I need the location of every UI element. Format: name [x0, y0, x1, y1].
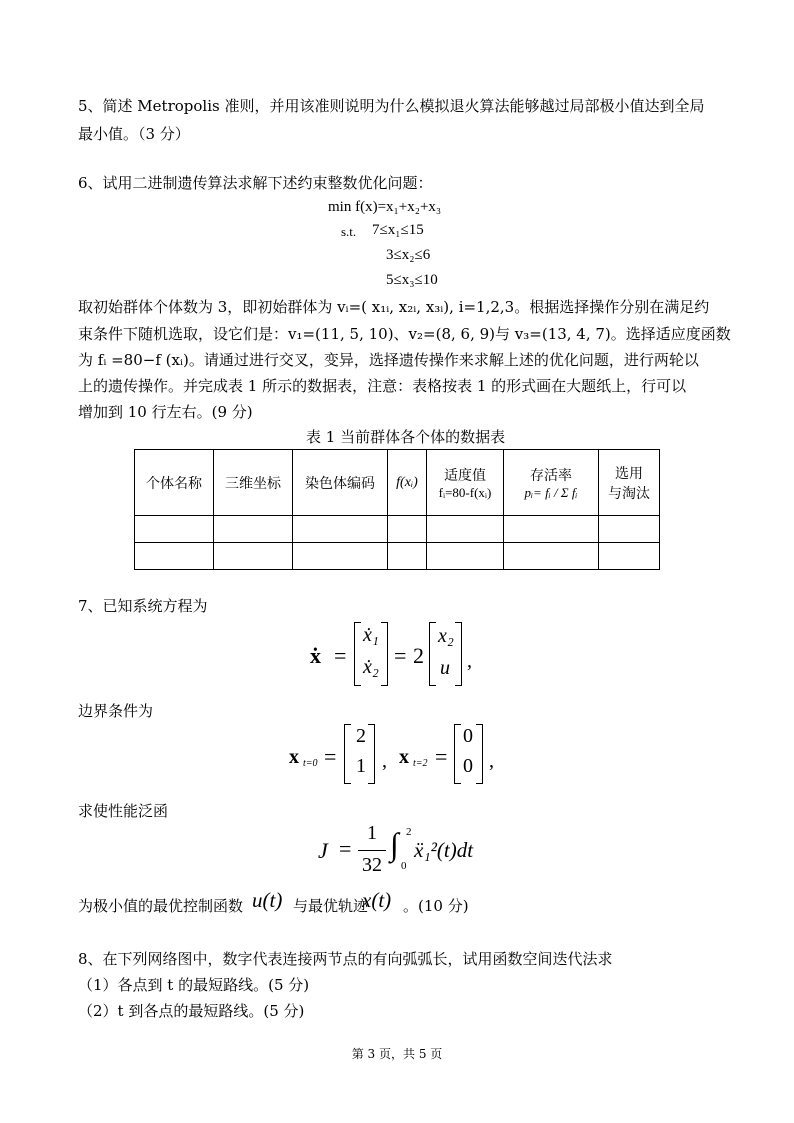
q8-intro: 8、在下列网络图中，数字代表连接两节点的有向弧弧长，试用函数空间迭代法求 [78, 950, 613, 968]
integrand: ẍ₁²(t)dt [414, 838, 474, 862]
header-fitness-formula: fᵢ=80-f(xᵢ) [438, 484, 492, 500]
header-f-xi: f(xᵢ) [388, 450, 427, 516]
q6-constraint-2: 3≤x₂≤6 [386, 247, 431, 263]
bc2-left-bracket [454, 724, 461, 784]
q7-intro: 7、已知系统方程为 [78, 597, 208, 615]
header-survival-title: 存活率 [530, 467, 572, 484]
bc-trailing-comma: , [489, 750, 494, 772]
table-cell [388, 543, 427, 570]
q7-boundary-label: 边界条件为 [78, 702, 154, 720]
q6-st-label: s.t. [341, 224, 357, 239]
bc1-row2: 1 [356, 755, 366, 777]
q7-functional-label: 求使性能泛函 [78, 802, 169, 820]
q5-line-1: 5、简述 Metropolis 准则，并用该准则说明为什么模拟退火算法能够越过局部极小值达到全局 [78, 97, 705, 115]
eq-trailing-comma: , [467, 650, 472, 672]
bc1-x: x [289, 746, 299, 768]
header-select [599, 450, 660, 516]
eq-vec2-row1: x₂ [438, 625, 454, 647]
q6-para-5: 增加到 10 行左右。(9 分) [78, 403, 253, 421]
data-table [134, 449, 660, 570]
page-footer: 第 3 页，共 5 页 [351, 1047, 443, 1061]
q8-item-1: （1）各点到 t 的最短路线。(5 分) [78, 976, 310, 994]
q6-para-1: 取初始群体个体数为 3，即初始群体为 vᵢ=( x₁ᵢ, x₂ᵢ, x₃ᵢ), i=1,2,3。根据选择操作分别在满足约 [78, 298, 710, 316]
bc1-subscript: t=0 [303, 758, 318, 769]
frac-numerator: 1 [367, 822, 377, 844]
header-individual-name: 个体名称 [135, 450, 214, 516]
bc1-left-bracket [344, 724, 351, 784]
table-caption: 表 1 当前群体各个体的数据表 [306, 428, 506, 446]
eq-vec1-row1: ẋ₁ [363, 624, 379, 646]
functional-equals: = [339, 836, 352, 861]
q6-para-4: 上的遗传操作。并完成表 1 所示的数据表，注意：表格按表 1 的形式画在大题纸上，行可以 [78, 377, 687, 395]
bc1-right-bracket [368, 724, 375, 784]
header-3d-coordinates: 三维坐标 [214, 450, 293, 516]
header-survival-formula: pᵢ= fᵢ / Σ fᵢ [524, 484, 578, 500]
table-cell [293, 516, 388, 543]
eq-vec1-right-bracket [381, 622, 388, 686]
eq-equals-2: = [394, 643, 407, 668]
table-cell [427, 543, 504, 570]
table-cell [214, 516, 293, 543]
integral-sign: ∫ [390, 826, 399, 862]
header-select-line1: 选用 [615, 465, 643, 482]
header-survival-rate [504, 450, 599, 516]
bc-separator-comma: , [382, 750, 387, 772]
table-header-row [135, 450, 660, 516]
table-row [135, 516, 660, 543]
eq-vec1-row2: ẋ₂ [363, 656, 379, 678]
bc2-row2: 0 [463, 755, 473, 777]
eq-vec2-right-bracket [455, 622, 462, 686]
bc1-equals: = [324, 744, 337, 769]
u-of-t: u(t) [252, 888, 283, 912]
x-of-t: x(t) [362, 888, 392, 912]
q7-tail-prefix: 为极小值的最优控制函数 [78, 897, 244, 915]
table-cell [214, 543, 293, 570]
q6-objective: min f(x)=x₁+x₂+x₃ [328, 199, 442, 215]
table-row [135, 543, 660, 570]
eq-vec2-row2: u [440, 657, 450, 679]
header-chromosome-code: 染色体编码 [293, 450, 388, 516]
eq-lhs-xdot: ẋ [310, 643, 321, 668]
bc2-subscript: t=2 [413, 758, 428, 769]
frac-bar [358, 850, 386, 851]
bc1-row1: 2 [356, 725, 366, 747]
table-cell [504, 543, 599, 570]
q7-tail-mid: 与最优轨迹 [293, 897, 369, 915]
eq-vec2-left-bracket [429, 622, 436, 686]
q7-tail-end: 。(10 分) [403, 897, 469, 915]
eq-vec1-left-bracket [354, 622, 361, 686]
q5-line-2: 最小值。（3 分） [78, 125, 190, 143]
q8-item-2: （2）t 到各点的最短路线。(5 分) [78, 1002, 305, 1020]
eq-equals-1: = [334, 643, 347, 668]
integral-upper-limit: 2 [406, 826, 412, 838]
table-cell [388, 516, 427, 543]
q6-para-3: 为 fᵢ =80−f (xᵢ)。请通过进行交叉，变异，选择遗传操作来求解上述的优化问题，进行两轮以 [78, 351, 699, 369]
q6-constraint-3: 5≤x₃≤10 [386, 272, 438, 288]
table-cell [135, 543, 214, 570]
functional-J: J [318, 838, 328, 863]
bc2-equals: = [435, 744, 448, 769]
table-cell [427, 516, 504, 543]
table-cell [504, 516, 599, 543]
integral-lower-limit: 0 [401, 860, 407, 872]
q6-constraint-1: 7≤x₁≤15 [372, 222, 424, 238]
bc2-right-bracket [476, 724, 483, 784]
table-cell [293, 543, 388, 570]
header-fitness-title: 适度值 [444, 467, 486, 484]
table-cell [599, 516, 660, 543]
eq-coefficient: 2 [413, 643, 424, 668]
q6-intro: 6、试用二进制遗传算法求解下述约束整数优化问题： [78, 174, 433, 192]
header-fitness [427, 450, 504, 516]
table-cell [599, 543, 660, 570]
bc2-x: x [399, 746, 409, 768]
q6-para-2: 束条件下随机选取，设它们是：v₁=(11, 5, 10)、v₂=(8, 6, 9)与 v₃=(13, 4, 7)。选择适应度函数 [78, 325, 731, 343]
bc2-row1: 0 [463, 725, 473, 747]
header-select-line2: 与淘汰 [608, 485, 650, 502]
frac-denominator: 32 [362, 854, 382, 876]
table-cell [135, 516, 214, 543]
